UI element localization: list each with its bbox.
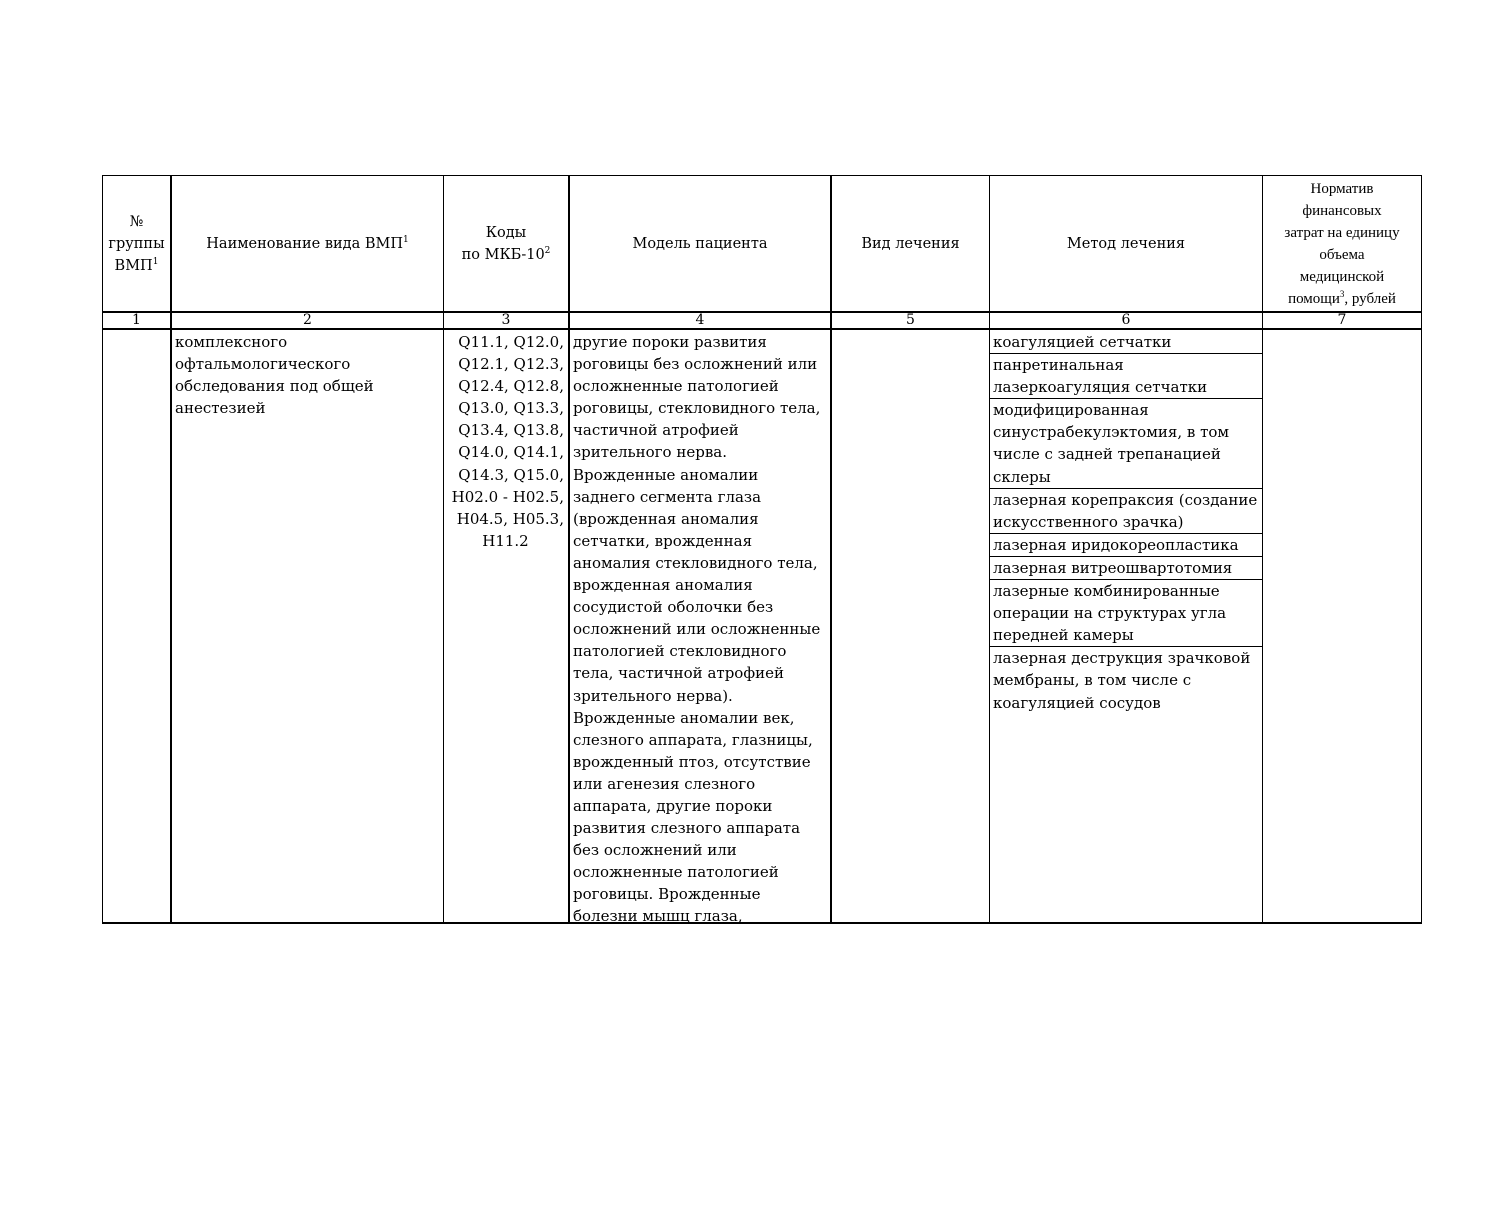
column-number: 4 [695,312,705,328]
header-patient-model [570,176,830,312]
cell-text: роговицы, стекловидного тела, [573,399,821,418]
cell-text: роговицы. Врожденные [573,885,761,904]
cell-mkb-codes [444,331,568,552]
method-text: лазеркоагуляция сетчатки [993,378,1208,397]
header-text: группы [108,236,165,252]
cell-text: Врожденные аномалии век, [573,708,795,727]
method-text: модифицированная [993,401,1149,420]
method-text: мембраны, в том числе с [993,671,1192,690]
header-text: медицинской [1299,269,1385,285]
header-text: № [129,214,144,230]
column-number: 1 [132,312,141,328]
cell-text: анестезией [175,399,266,418]
cell-text: обследования под общей [175,377,374,396]
header-text [462,244,551,266]
cell-text: тела, частичной атрофией [573,664,784,683]
vmp-table [102,175,1422,924]
method-text: числе с задней трепанацией [993,445,1221,464]
method-text: искусственного зрачка) [993,512,1184,531]
cell-text: сосудистой оболочки без [573,598,774,617]
header-treatment-type [832,176,989,312]
column-number: 2 [303,312,312,328]
header-text: ВМП [114,258,153,274]
cell-text: осложненные патологией [573,863,779,882]
cell-text: (врожденная аномалия [573,509,759,528]
column-financial-norm [1262,176,1422,922]
cell-text: болезни мышц глаза, [573,907,743,926]
cell-text: слезного аппарата, глазницы, [573,730,813,749]
code-line: Q14.3, Q15.0, [458,465,564,484]
header-text: финансовых [1302,203,1382,219]
code-line: Q14.0, Q14.1, [458,443,564,462]
code-line: Q12.4, Q12.8, [458,377,564,396]
header-text: Коды [485,225,527,241]
method-item [990,580,1262,647]
header-text: объема [1319,247,1365,263]
method-text: лазерная деструкция зрачковой [993,649,1251,668]
header-text: Модель пациента [632,236,768,252]
cell-text: врожденная аномалия [573,576,753,595]
header-vmp-name [172,176,443,312]
cell-text: осложнений или осложненные [573,620,821,639]
header-text: , рублей [1344,291,1396,307]
code-line: H02.0 - H02.5, [451,487,564,506]
cell-text: роговицы без осложнений или [573,355,818,374]
code-line: H04.5, H05.3, [456,509,564,528]
cell-vmp-name [172,331,443,419]
method-text: склеры [993,467,1051,486]
column-vmp-name [170,176,443,922]
footnote-ref: 1 [402,235,409,246]
cell-text: аномалия стекловидного тела, [573,553,818,572]
column-treatment-method [989,176,1262,922]
method-text: синустрабекулэктомия, в том [993,423,1230,442]
code-line: Q11.1, Q12.0, [458,333,564,351]
method-text: передней камеры [993,626,1134,645]
column-number: 6 [1121,312,1131,328]
header-financial-norm [1263,176,1421,312]
header-text: затрат на единицу [1284,225,1400,241]
code-line: Q13.0, Q13.3, [458,399,564,418]
code-line: Q12.1, Q12.3, [458,355,564,374]
method-text: коагуляцией сетчатки [993,333,1172,351]
header-text: Вид лечения [861,236,960,252]
cell-text: Врожденные аномалии [573,465,759,484]
method-item [990,354,1262,399]
method-item [990,557,1262,580]
method-text: лазерная корепраксия (создание [993,490,1258,509]
cell-text: частичной атрофией [573,421,739,440]
method-item [990,489,1262,534]
cell-text: сетчатки, врожденная [573,531,753,550]
column-treatment-type [830,176,989,922]
footnote-ref: 3 [1339,289,1345,299]
column-number: 5 [906,312,915,328]
method-text: панретинальная [993,356,1124,375]
header-text: Норматив [1310,181,1374,197]
header-text: по МКБ-10 [461,247,545,263]
header-text: помощи [1288,291,1340,307]
cell-text: зрительного нерва. [573,443,727,462]
column-group-number [102,176,170,922]
cell-text: врожденный птоз, отсутствие [573,752,811,771]
method-item [990,647,1262,713]
code-line: Q13.4, Q13.8, [458,421,564,440]
column-number: 3 [501,312,511,328]
cell-text: комплексного [175,333,288,351]
cell-treatment-methods [990,331,1262,714]
cell-text: без осложнений или [573,841,737,860]
header-text [108,255,164,277]
cell-text: осложненные патологией [573,377,779,396]
cell-text: заднего сегмента глаза [573,487,762,506]
code-line: H11.2 [482,531,529,550]
cell-text: аппарата, другие пороки [573,796,773,815]
header-text: Наименование вида ВМП [206,236,403,252]
footnote-ref: 1 [152,257,159,268]
cell-text: офтальмологического [175,355,351,374]
cell-text: развития слезного аппарата [573,819,801,838]
method-item [990,534,1262,557]
header-text [1284,288,1399,310]
cell-text: зрительного нерва). [573,686,733,705]
header-treatment-method [990,176,1262,312]
column-number: 7 [1337,312,1347,328]
cell-patient-model [570,331,830,928]
header-text: Метод лечения [1066,236,1186,252]
method-text: лазерные комбинированные [993,582,1220,601]
method-item [990,331,1262,354]
method-text: операции на структурах угла [993,604,1227,623]
method-text: лазерная иридокореопластика [993,535,1239,554]
method-text: лазерная витреошвартотомия [993,558,1233,577]
method-item [990,399,1262,488]
cell-text: патологией стекловидного [573,642,787,661]
header-mkb-codes [444,176,568,312]
column-patient-model [568,176,830,926]
footnote-ref: 2 [544,246,551,257]
method-text: коагуляцией сосудов [993,693,1161,712]
cell-text: другие пороки развития [573,333,767,351]
header-group-number [103,176,170,312]
column-mkb-codes [443,176,568,922]
cell-text: или агенезия слезного [573,774,756,793]
